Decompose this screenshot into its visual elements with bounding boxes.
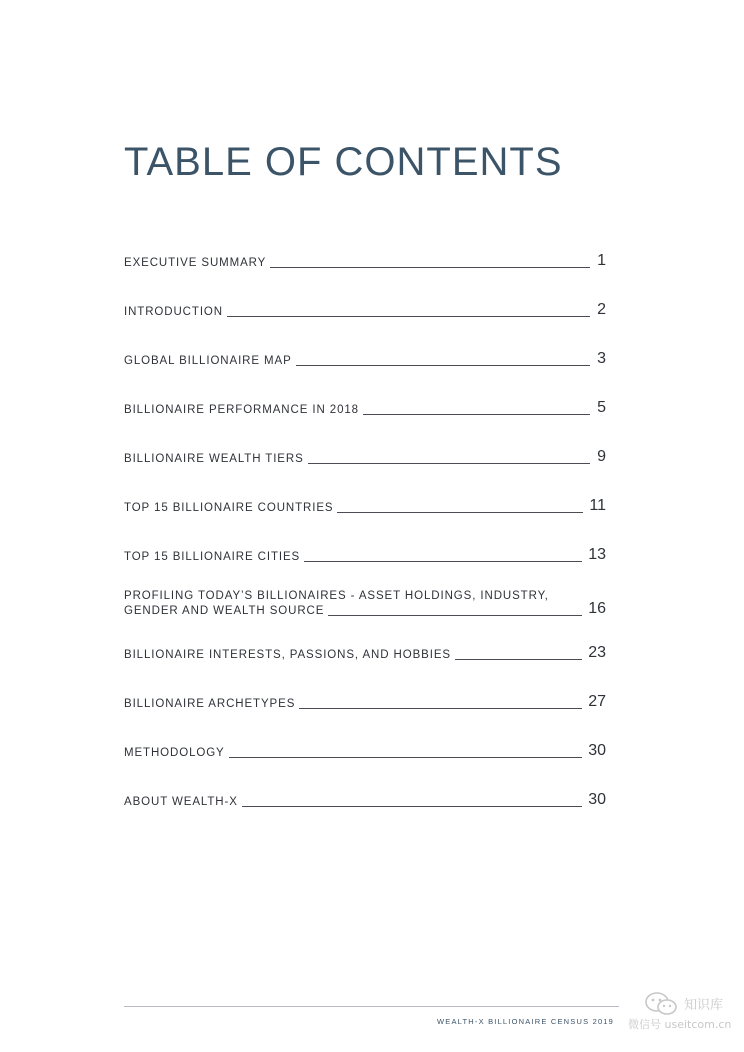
watermark-id: 微信号 useitcom.cn bbox=[628, 1018, 732, 1031]
toc-entry-page: 5 bbox=[597, 399, 606, 416]
toc-entry[interactable] bbox=[124, 297, 606, 346]
toc-entry-label: GLOBAL BILLIONAIRE MAP bbox=[124, 355, 292, 367]
toc-entry-label: BILLIONAIRE INTERESTS, PASSIONS, AND HOBBIES bbox=[124, 649, 451, 661]
leader-line bbox=[296, 364, 590, 366]
toc-entry-page: 3 bbox=[597, 350, 606, 367]
footer-text: WEALTH-X BILLIONAIRE CENSUS 2019 bbox=[437, 1017, 615, 1026]
leader-line bbox=[308, 462, 590, 464]
leader-line bbox=[299, 707, 582, 709]
leader-line bbox=[227, 315, 590, 317]
leader-line bbox=[229, 756, 583, 758]
footer-divider bbox=[124, 1006, 619, 1007]
toc-entry-label: EXECUTIVE SUMMARY bbox=[124, 257, 267, 269]
toc-entry-label: BILLIONAIRE ARCHETYPES bbox=[124, 698, 296, 710]
toc-entry-page: 1 bbox=[597, 252, 606, 269]
toc-entry-label: METHODOLOGY bbox=[124, 747, 225, 759]
toc-entry[interactable] bbox=[124, 591, 606, 640]
toc-entry-label: BILLIONAIRE WEALTH TIERS bbox=[124, 453, 304, 465]
toc-entry-page: 2 bbox=[597, 301, 606, 318]
watermark bbox=[628, 992, 738, 1032]
toc-entry[interactable] bbox=[124, 542, 606, 591]
leader-line bbox=[337, 511, 583, 513]
leader-line bbox=[363, 413, 590, 415]
toc-entry[interactable] bbox=[124, 248, 606, 297]
toc-entry-label: TOP 15 BILLIONAIRE CITIES bbox=[124, 551, 301, 563]
toc-entry-label: ABOUT WEALTH-X bbox=[124, 796, 238, 808]
toc-entry-page: 27 bbox=[588, 693, 606, 710]
leader-line bbox=[242, 805, 582, 807]
toc-entry[interactable] bbox=[124, 395, 606, 444]
table-of-contents bbox=[124, 248, 606, 836]
toc-entry[interactable] bbox=[124, 493, 606, 542]
toc-entry-label: TOP 15 BILLIONAIRE COUNTRIES bbox=[124, 502, 334, 514]
toc-entry-page: 11 bbox=[589, 497, 606, 514]
toc-entry-label: INTRODUCTION bbox=[124, 306, 223, 318]
toc-entry[interactable] bbox=[124, 346, 606, 395]
toc-entry-page: 16 bbox=[588, 600, 606, 617]
toc-entry[interactable] bbox=[124, 689, 606, 738]
toc-entry[interactable] bbox=[124, 738, 606, 787]
leader-line bbox=[455, 658, 582, 660]
toc-entry-page: 30 bbox=[588, 791, 606, 808]
toc-entry[interactable] bbox=[124, 640, 606, 689]
toc-entry-label: BILLIONAIRE PERFORMANCE IN 2018 bbox=[124, 404, 359, 416]
toc-entry-label: GENDER AND WEALTH SOURCE bbox=[124, 605, 325, 617]
watermark-name: 知识库 bbox=[684, 998, 724, 1013]
toc-entry[interactable] bbox=[124, 444, 606, 493]
toc-entry-page: 23 bbox=[588, 644, 606, 661]
leader-line bbox=[328, 614, 582, 616]
toc-entry-page: 13 bbox=[588, 546, 606, 563]
toc-entry-page: 30 bbox=[588, 742, 606, 759]
toc-entry-page: 9 bbox=[597, 448, 606, 465]
leader-line bbox=[304, 560, 582, 562]
toc-entry-label-line1: PROFILING TODAY’S BILLIONAIRES - ASSET HOLDINGS, INDUSTRY, bbox=[124, 590, 549, 602]
leader-line bbox=[270, 266, 590, 268]
toc-entry[interactable] bbox=[124, 787, 606, 836]
page-title: TABLE OF CONTENTS bbox=[124, 140, 563, 184]
